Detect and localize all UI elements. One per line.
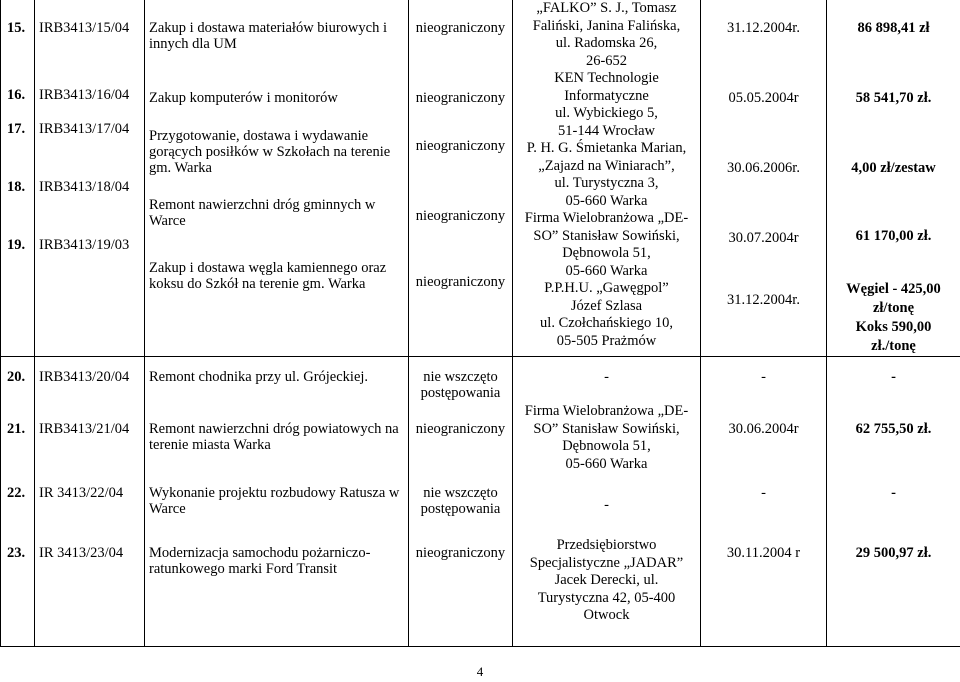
value-16: 58 541,70 zł. [855,90,932,106]
value-cell-group1 [827,0,960,357]
date-22: - [761,485,766,501]
desc-16: Zakup komputerów i monitorów [149,90,338,106]
mode-20: nie wszczęto postępowania [420,369,501,401]
contractor-22: - [604,497,609,513]
contractor-23: Przedsiębiorstwo Specjalistyczne „JADAR” Jacek Derecki, ul. Turystyczna 42, 05-400 Otwock [529,537,684,623]
lp-cell-group2 [1,357,35,647]
date-21: 30.06.2004r [728,421,799,437]
desc-23: Modernizacja samochodu pożarniczo-ratunkowego marki Ford Transit [149,545,371,577]
sym-20: IRB3413/20/04 [39,369,130,385]
sym-23: IR 3413/23/04 [39,545,124,561]
desc-cell-group1 [145,0,409,357]
mode-cell-group2 [409,357,513,647]
sym-22: IR 3413/22/04 [39,485,124,501]
value-21: 62 755,50 zł. [855,421,932,437]
lp-20: 20. [7,369,26,385]
mode-23: nieograniczony [415,545,506,561]
mode-17: nieograniczony [415,138,506,154]
mode-15: nieograniczony [415,20,506,36]
lp-cell-group1 [1,0,35,357]
date-20: - [761,369,766,385]
lp-22: 22. [7,485,26,501]
lp-18: 18. [7,179,26,195]
desc-20: Remont chodnika przy ul. Grójeckiej. [149,369,369,385]
lp-15: 15. [7,20,26,36]
value-18: 61 170,00 zł. [855,228,932,244]
contractor-18: Firma Wielobranżowa „DE- SO” Stanisław Sowiński, Dębnowola 51, 05-660 Warka [524,210,689,279]
table-row-group-2 [1,357,960,647]
sym-21: IRB3413/21/04 [39,421,130,437]
date-18: 30.07.2004r [728,230,799,246]
lp-23: 23. [7,545,26,561]
contractor-21: Firma Wielobranżowa „DE- SO” Stanisław Sowiński, Dębnowola 51, 05-660 Warka [524,403,689,472]
desc-18: Remont nawierzchni dróg gminnych w Warce [149,197,376,229]
sym-15: IRB3413/15/04 [39,20,130,36]
value-20: - [891,369,896,385]
contractor-20: - [604,369,609,385]
date-cell-group2 [701,357,827,647]
date-17: 30.06.2006r. [727,160,800,176]
desc-15: Zakup i dostawa materiałów biurowych i innych dla UM [149,20,387,52]
desc-19: Zakup i dostawa węgla kamiennego oraz koksu do Szkół na terenie gm. Warka [149,260,387,292]
date-cell-group1 [701,0,827,357]
desc-21: Remont nawierzchni dróg powiatowych na terenie miasta Warka [149,421,399,453]
desc-cell-group2 [145,357,409,647]
sym-18: IRB3413/18/04 [39,179,130,195]
sym-19: IRB3413/19/03 [39,237,130,253]
date-19: 31.12.2004r. [727,292,800,308]
desc-17: Przygotowanie, dostawa i wydawanie gorących posiłków w Szkołach na terenie gm. Warka [149,128,391,176]
value-cell-group2 [827,357,960,647]
value-17: 4,00 zł/zestaw [851,160,936,176]
table-row-group-1 [1,0,960,357]
contractor-cell-group1 [513,0,701,357]
date-15: 31.12.2004r. [727,20,800,36]
mode-19: nieograniczony [415,274,506,290]
sym-17: IRB3413/17/04 [39,121,130,137]
desc-22: Wykonanie projektu rozbudowy Ratusza w Warce [149,485,400,517]
sym-cell-group1 [35,0,145,357]
sym-cell-group2 [35,357,145,647]
mode-18: nieograniczony [415,208,506,224]
lp-19: 19. [7,237,26,253]
lp-17: 17. [7,121,26,137]
value-19: Węgiel - 425,00 zł/tonę Koks 590,00 zł./tonę [846,281,941,354]
contractor-cell-group2 [513,357,701,647]
contractor-19: P.P.H.U. „Gawęgpol” Józef Szlasa ul. Czołchańskiego 10, 05-505 Prażmów [540,280,673,349]
mode-16: nieograniczony [415,90,506,106]
sym-16: IRB3413/16/04 [39,87,130,103]
mode-cell-group1 [409,0,513,357]
mode-22: nie wszczęto postępowania [420,485,501,517]
contractor-16: KEN Technologie Informatyczne ul. Wybickiego 5, 51-144 Wrocław [554,70,659,139]
value-23: 29 500,97 zł. [855,545,932,561]
lp-16: 16. [7,87,26,103]
contractor-15: „FALKO” S. J., Tomasz Faliński, Janina Falińska, ul. Radomska 26, 26-652 [532,0,681,69]
date-16: 05.05.2004r [728,90,799,106]
page-number: 4 [476,664,484,679]
value-15: 86 898,41 zł [857,20,930,36]
mode-21: nieograniczony [415,421,506,437]
value-22: - [891,485,896,501]
contractor-17: P. H. G. Śmietanka Marian, „Zajazd na Winiarach”, ul. Turystyczna 3, 05-660 Warka [526,140,687,209]
date-23: 30.11.2004 r [726,545,801,561]
lp-21: 21. [7,421,26,437]
